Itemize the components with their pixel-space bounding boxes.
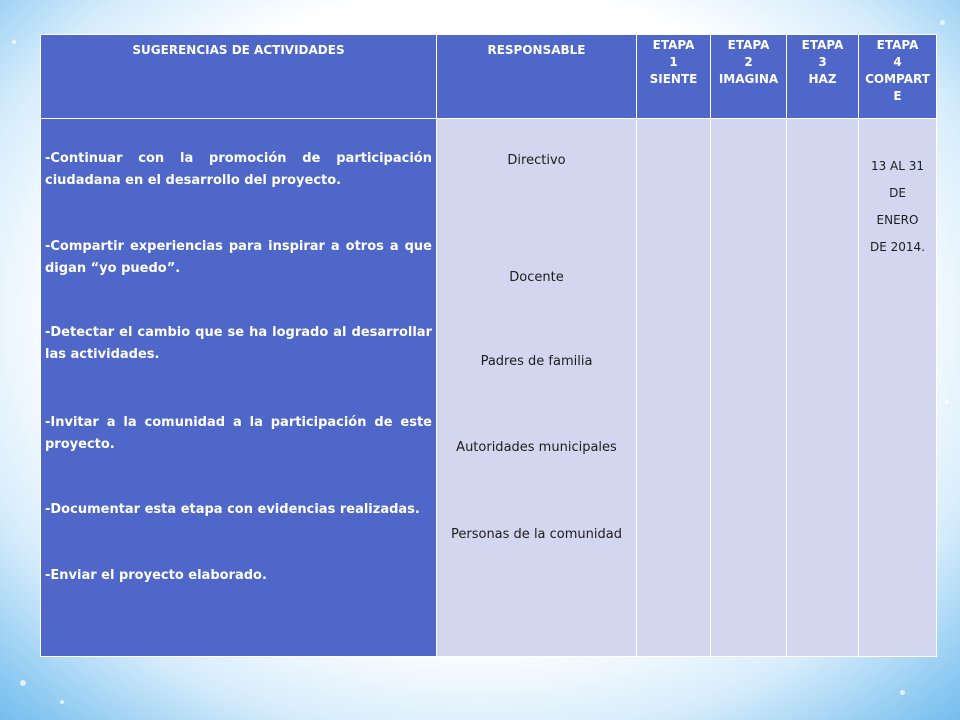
activity-item: -Detectar el cambio que se ha logrado al desarrollar las actividades.	[45, 325, 432, 362]
activity-item: -Continuar con la promoción de participación ciudadana en el desarrollo del proyecto.	[45, 151, 432, 188]
header-activities: SUGERENCIAS DE ACTIVIDADES	[41, 35, 437, 119]
header-etapa-1: ETAPA 1 SIENTE	[637, 35, 711, 119]
header-etapa-3: ETAPA 3 HAZ	[787, 35, 859, 119]
background-sparkle	[20, 680, 26, 686]
header-etapa-4: ETAPA 4 COMPART E	[859, 35, 937, 119]
activity-item: -Compartir experiencias para inspirar a otros a que digan “yo puedo”.	[45, 239, 432, 276]
table-body-row	[41, 119, 937, 657]
responsable-cell	[437, 119, 637, 657]
etapa-4-cell	[859, 119, 937, 657]
etapa-1-cell	[637, 119, 711, 657]
etapa-2-cell	[711, 119, 787, 657]
table-header-row	[41, 35, 937, 119]
responsable-item: Docente	[509, 270, 564, 285]
activities-table	[40, 34, 937, 657]
responsable-item: Directivo	[507, 153, 566, 168]
activity-item: -Enviar el proyecto elaborado.	[45, 568, 267, 583]
header-etapa-2: ETAPA 2 IMAGINA	[711, 35, 787, 119]
header-responsable: RESPONSABLE	[437, 35, 637, 119]
etapa-3-cell	[787, 119, 859, 657]
activity-item: -Invitar a la comunidad a la participación de este proyecto.	[45, 415, 432, 452]
activity-item: -Documentar esta etapa con evidencias realizadas.	[45, 502, 420, 517]
background-sparkle	[940, 20, 945, 25]
etapa-4-dates: 13 AL 31 DE ENERO DE 2014.	[870, 159, 925, 254]
background-sparkle	[945, 400, 949, 404]
background-sparkle	[900, 690, 905, 695]
background-sparkle	[12, 40, 16, 44]
activities-cell	[41, 119, 437, 657]
background-sparkle	[60, 700, 64, 704]
responsable-item: Padres de familia	[480, 354, 593, 369]
responsable-item: Autoridades municipales	[456, 440, 617, 455]
responsable-item: Personas de la comunidad	[451, 527, 622, 542]
